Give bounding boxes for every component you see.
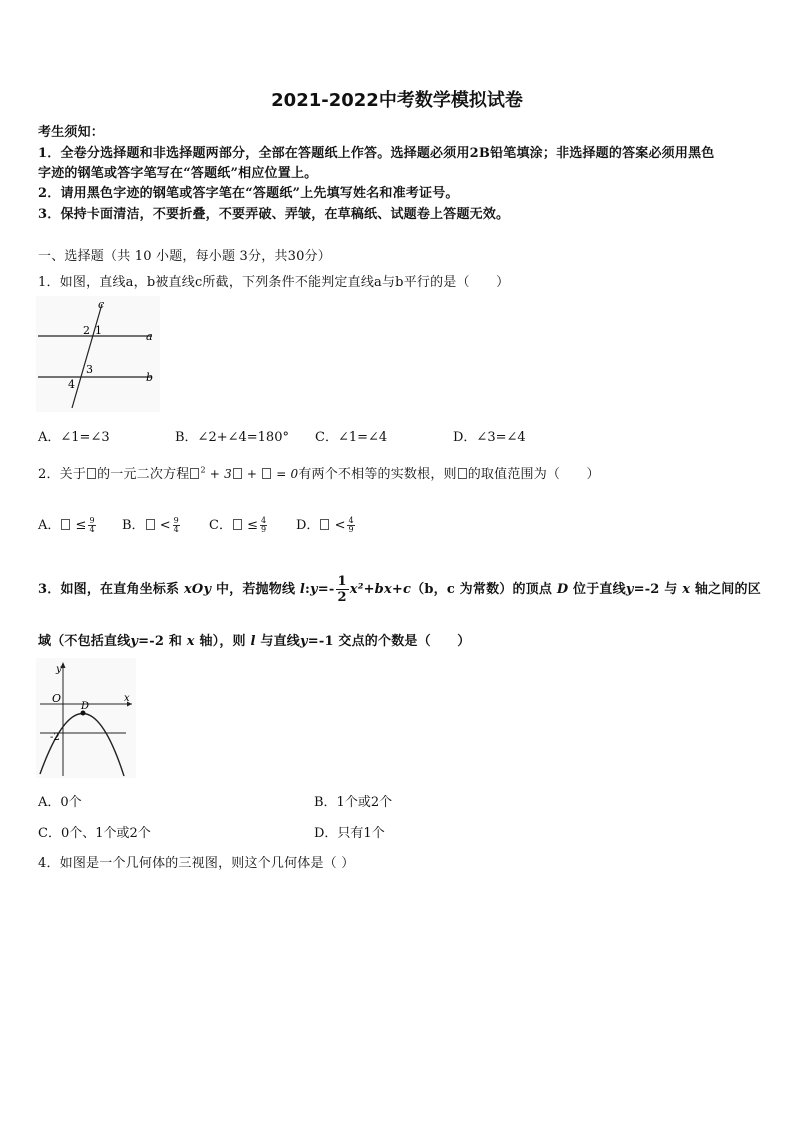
q4-stem: 4．如图是一个几何体的三视图，则这个几何体是（ ）: [38, 856, 355, 871]
q3-text: =-: [317, 582, 335, 597]
q3-text: 与直线: [260, 634, 300, 649]
missing-glyph-box: [262, 468, 271, 479]
q2-option-c-label: C．: [209, 518, 232, 533]
q3-option-a: A．0个: [38, 795, 82, 810]
q2-eq-mid: + 3: [205, 467, 232, 481]
q1-option-a: A．∠1=∠3: [38, 430, 110, 445]
label-c: c: [98, 298, 105, 311]
fraction-denominator: 4: [89, 525, 95, 534]
notice-item-1-cont: 字迹的钢笔或答字笔写在“答题纸”相应位置上。: [38, 166, 318, 181]
fraction-numerator: 1: [337, 574, 347, 589]
q3-text: 轴），则: [199, 634, 246, 649]
q3-math: y: [310, 582, 318, 597]
fraction-numerator: 9: [173, 516, 179, 525]
q3-text: =-2 与: [633, 582, 678, 597]
q2-option-d: [296, 514, 357, 534]
q2-option-b-fraction: [173, 517, 180, 534]
q1-option-b: B．∠2+∠4=180°: [175, 430, 289, 445]
q3-math: y: [299, 634, 308, 649]
label-D: D: [81, 701, 90, 712]
q2-option-b-label: B．: [122, 518, 145, 533]
missing-glyph-box: [146, 519, 155, 530]
q3-math: y: [130, 634, 139, 649]
q2-option-b-rel: <: [159, 518, 171, 533]
q3-math: x: [186, 634, 195, 649]
q2-option-c-fraction: [260, 517, 267, 534]
fraction-denominator: 4: [173, 525, 179, 534]
q2-option-d-rel: <: [334, 518, 346, 533]
q2-stem-mid: 的一元二次方程: [97, 467, 190, 482]
q3-figure-bg: [36, 658, 136, 778]
fraction-numerator: 4: [261, 516, 267, 525]
label-angle-2: 2: [83, 324, 90, 337]
missing-glyph-box: [458, 468, 467, 479]
label-angle-3: 3: [86, 363, 93, 376]
q1-option-c: C．∠1=∠4: [315, 430, 388, 445]
q2-option-a: [38, 514, 98, 534]
q2-option-a-label: A．: [38, 518, 61, 533]
q3-text: 轴之间的区: [694, 582, 761, 597]
q3-math: l: [299, 582, 306, 597]
q2-option-b: [122, 514, 182, 534]
q3-fraction: [336, 574, 349, 605]
fraction-denominator: 9: [261, 525, 267, 534]
q2-option-c: [209, 514, 269, 534]
q3-text: =-2 和: [138, 634, 183, 649]
q2-option-d-fraction: [347, 517, 354, 534]
q3-text: =-1 交点的个数是（ ）: [307, 634, 471, 649]
q3-figure: [36, 658, 136, 778]
q3-option-c: C．0个、1个或2个: [38, 826, 151, 841]
page-title: 2021-2022中考数学模拟试卷: [271, 90, 523, 111]
q3-math: xOy: [183, 582, 212, 597]
q1-figure-bg: [36, 296, 160, 412]
q2-option-a-rel: ≤: [75, 518, 87, 533]
q2-eq-plus: +: [242, 467, 262, 481]
label-a: a: [146, 330, 153, 343]
q2-stem-end: 的取值范围为（ ）: [467, 467, 600, 482]
fraction-denominator: 2: [337, 590, 347, 605]
label-minus-2: -2: [50, 732, 60, 743]
q3-text: 位于直线: [573, 582, 626, 597]
q2-option-a-fraction: [88, 517, 95, 534]
q3-math: D: [556, 582, 569, 597]
q2-option-c-rel: ≤: [247, 518, 258, 533]
fraction-numerator: 4: [348, 516, 354, 525]
notice-item-1: 1．全卷分选择题和非选择题两部分，全部在答题纸上作答。选择题必须用2B铅笔填涂；非选择题的答案必须用黑色: [38, 146, 715, 161]
label-angle-4: 4: [68, 378, 75, 391]
section-heading: 一、选择题（共 10 小题，每小题 3分，共30分）: [38, 249, 331, 264]
label-b: b: [146, 371, 154, 384]
missing-glyph-box: [190, 468, 199, 479]
q3-stem-line2: [38, 630, 470, 649]
fraction-denominator: 9: [348, 525, 354, 534]
q3-math: x: [682, 582, 691, 597]
missing-glyph-box: [320, 519, 329, 530]
q3-math: x²+bx+c: [349, 582, 412, 597]
fraction-numerator: 9: [89, 516, 95, 525]
q3-math: l: [250, 634, 256, 649]
q2-stem: [38, 463, 600, 482]
q3-text: 域（不包括直线: [38, 634, 131, 649]
q3-text: 中，若抛物线: [215, 582, 296, 597]
q3-text: （b，c 为常数）的顶点: [411, 582, 553, 597]
notice-item-2: 2．请用黑色字迹的钢笔或答字笔在“答题纸”上先填写姓名和准考证号。: [38, 186, 459, 201]
q3-math: y: [625, 582, 634, 597]
q2-eq-end: = 0: [272, 467, 299, 481]
q1-figure: [36, 296, 160, 412]
q3-text: 3．如图，在直角坐标系: [38, 582, 180, 597]
q2-option-d-label: D．: [296, 518, 320, 533]
label-y: y: [56, 664, 62, 675]
missing-glyph-box: [87, 468, 96, 479]
q2-eq-sup: 2: [200, 465, 206, 475]
notice-item-3: 3．保持卡面清洁，不要折叠，不要弄破、弄皱，在草稿纸、试题卷上答题无效。: [38, 207, 510, 222]
q3-option-d: D．只有1个: [314, 826, 385, 841]
missing-glyph-box: [61, 519, 70, 530]
q1-stem: 1．如图，直线a，b被直线c所截，下列条件不能判定直线a与b平行的是（ ）: [38, 275, 510, 290]
q2-stem-prefix: 2．关于: [38, 467, 87, 482]
label-origin: O: [52, 692, 62, 705]
missing-glyph-box: [233, 519, 242, 530]
q3-text: :: [305, 582, 311, 597]
q3-option-b: B．1个或2个: [314, 795, 393, 810]
q3-stem-line1: [38, 574, 761, 605]
label-x: x: [124, 693, 130, 704]
q1-option-d: D．∠3=∠4: [453, 430, 526, 445]
notice-heading: 考生须知：: [38, 125, 105, 140]
q2-stem-suffix: 有两个不相等的实数根，则: [298, 467, 457, 482]
missing-glyph-box: [233, 468, 242, 479]
label-angle-1: 1: [95, 324, 102, 337]
